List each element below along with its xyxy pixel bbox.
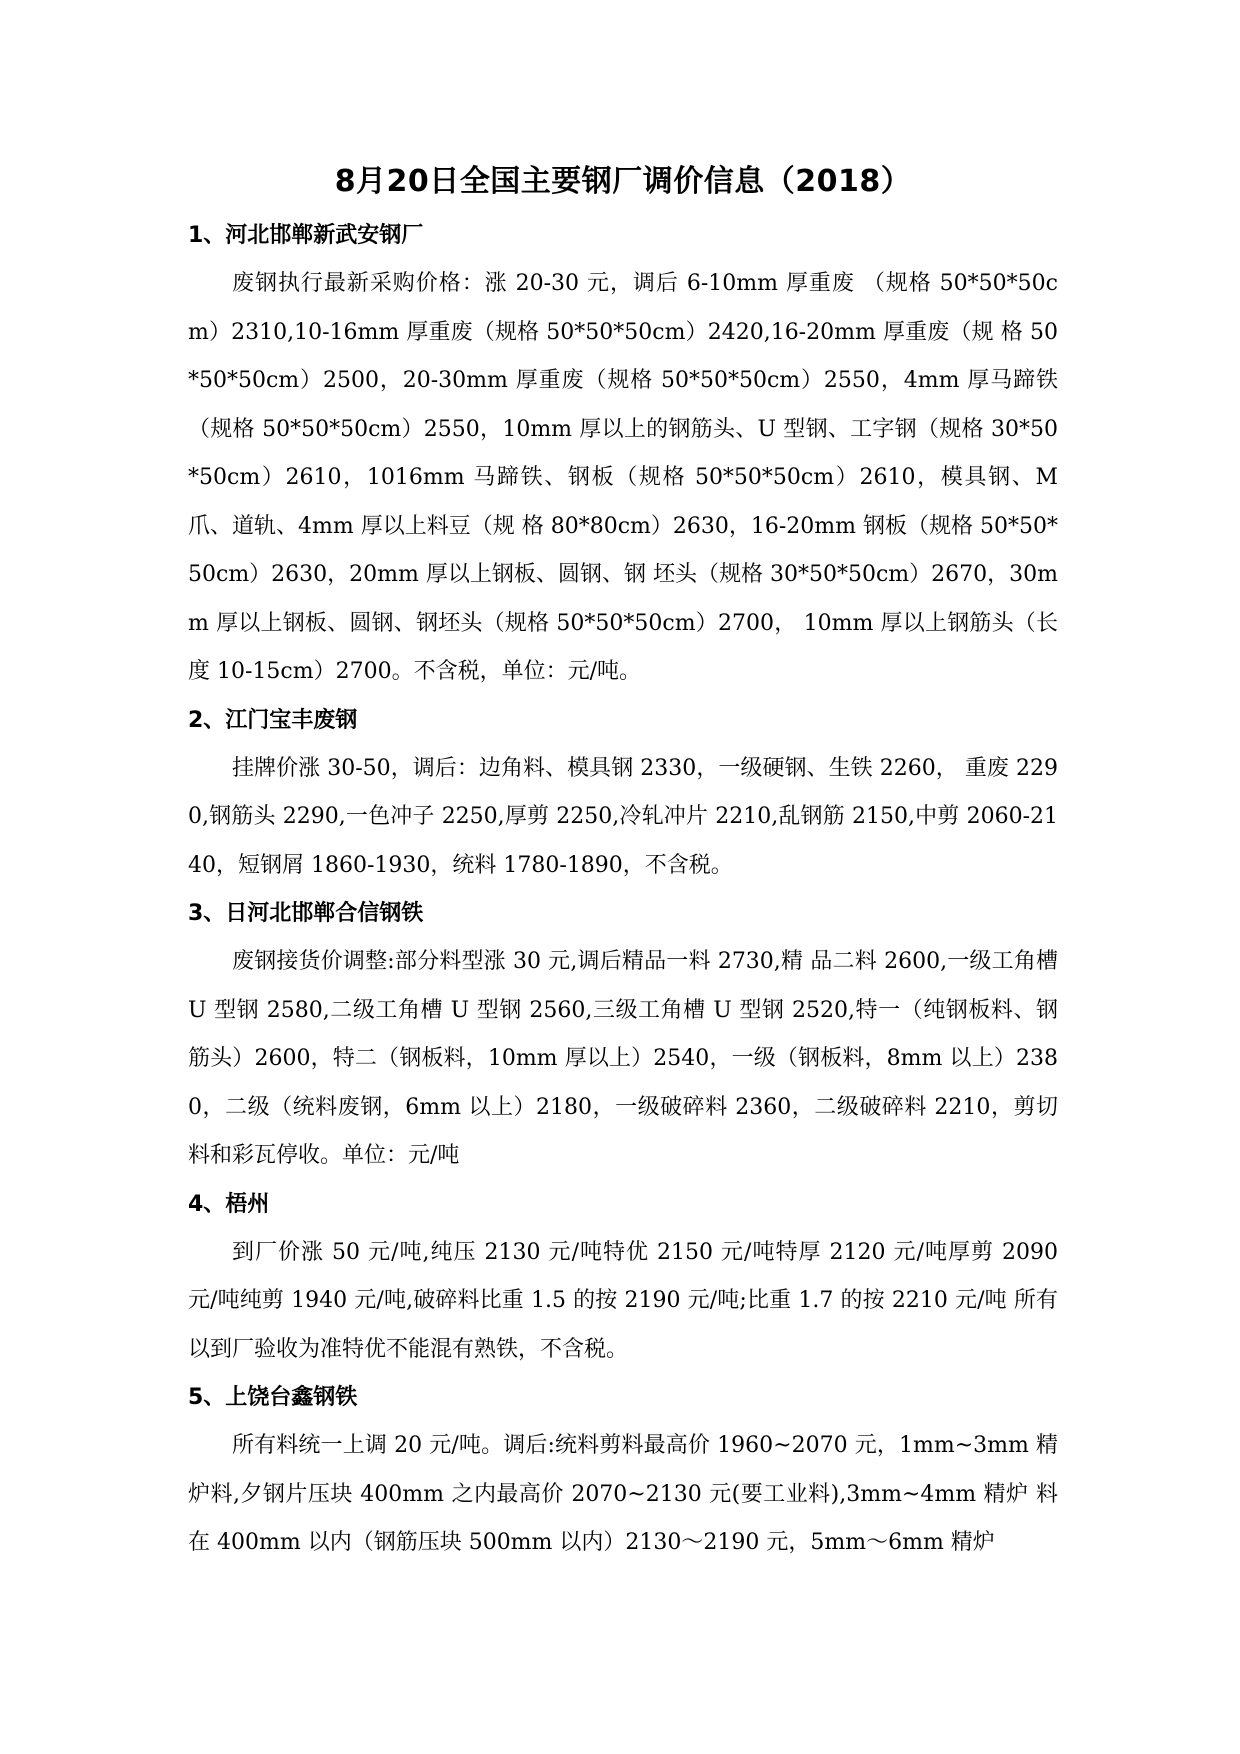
section-body: 到厂价涨 50 元/吨,纯压 2130 元/吨特优 2150 元/吨特厚 2120 元/吨厚剪 2090 元/吨纯剪 1940 元/吨,破碎料比重 1.5 的按 2190 元/吨;比重 1.7 的按 2210 元/吨 所有以到厂验收为准特优不能混有熟铁，不含税。: [188, 1239, 1058, 1362]
section-heading: 2、江门宝丰废钢: [188, 707, 358, 733]
document-page: [188, 152, 1058, 1568]
section-wuan-steel: [188, 212, 1058, 697]
document-title: 8月20日全国主要钢厂调价信息（2018）: [334, 164, 912, 199]
section-body: 所有料统一上调 20 元/吨。调后:统料剪料最高价 1960~2070 元，1mm~3mm 精炉料,夕钢片压块 400mm 之内最高价 2070~2130 元(要工业料),3mm~4mm 精炉 料在 400mm 以内（钢筋压块 500mm 以内）2130～2190 元，5mm～6mm 精炉: [188, 1433, 1058, 1555]
section-hexin-steel: [188, 890, 1058, 1181]
section-heading: 5、上饶台鑫钢铁: [188, 1385, 358, 1410]
section-body: 废钢接货价调整:部分料型涨 30 元,调后精品一料 2730,精 品二料 2600,一级工角槽 U 型钢 2580,二级工角槽 U 型钢 2560,三级工角槽 U 型钢 2520,特一（纯钢板料、钢筋头）2600，特二（钢板料，10mm 厚以上）2540，一级（钢板料，8mm 以上）2380，二级（统料废钢，6mm 以上）2180，一级破碎料 2360，二级破碎料 2210，剪切料和彩瓦停收。单位：元/吨: [188, 949, 1058, 1168]
section-jiangmen-baofeng: [188, 697, 1058, 891]
section-heading: 3、日河北邯郸合信钢铁: [188, 901, 424, 926]
section-wuzhou: [188, 1181, 1058, 1375]
section-body: 挂牌价涨 30-50，调后：边角料、模具钢 2330，一级硬钢、生铁 2260， 重废 2290,钢筋头 2290,一色冲子 2250,厚剪 2250,冷轧冲片 2210,乱钢筋 2150,中剪 2060-2140，短钢屑 1860-1930，统料 1780-1890，不含税。: [188, 755, 1058, 878]
section-body: 废钢执行最新采购价格：涨 20-30 元，调后 6-10mm 厚重废 （规格 50*50*50cm）2310,10-16mm 厚重废（规格 50*50*50cm）2420,16-20mm 厚重废（规 格 50*50*50cm）2500，20-30mm 厚重废（规格 50*50*50cm）2550，4mm 厚马蹄铁（规格 50*50*50cm）2550，10mm 厚以上的钢筋头、U 型钢、工字钢（规格 30*50*50cm）2610，1016mm 马蹄铁、钢板（规格 50*50*50cm）2610，模具钢、M 爪、道轨、4mm 厚以上料豆（规 格 80*80cm）2630，16-20mm 钢板（规格 50*50*50cm）2630，20mm 厚以上钢板、圆钢、钢 坯头（规格 30*50*50cm）2670，30mm 厚以上钢板、圆钢、钢坯头（规格 50*50*50cm）2700， 10mm 厚以上钢筋头（长度 10-15cm）2700。不含税，单位：元/吨。: [188, 271, 1058, 684]
section-heading: 4、梧州: [188, 1191, 270, 1217]
section-heading: 1、河北邯郸新武安钢厂: [188, 223, 424, 248]
section-shangrao-taixin: [188, 1374, 1058, 1568]
